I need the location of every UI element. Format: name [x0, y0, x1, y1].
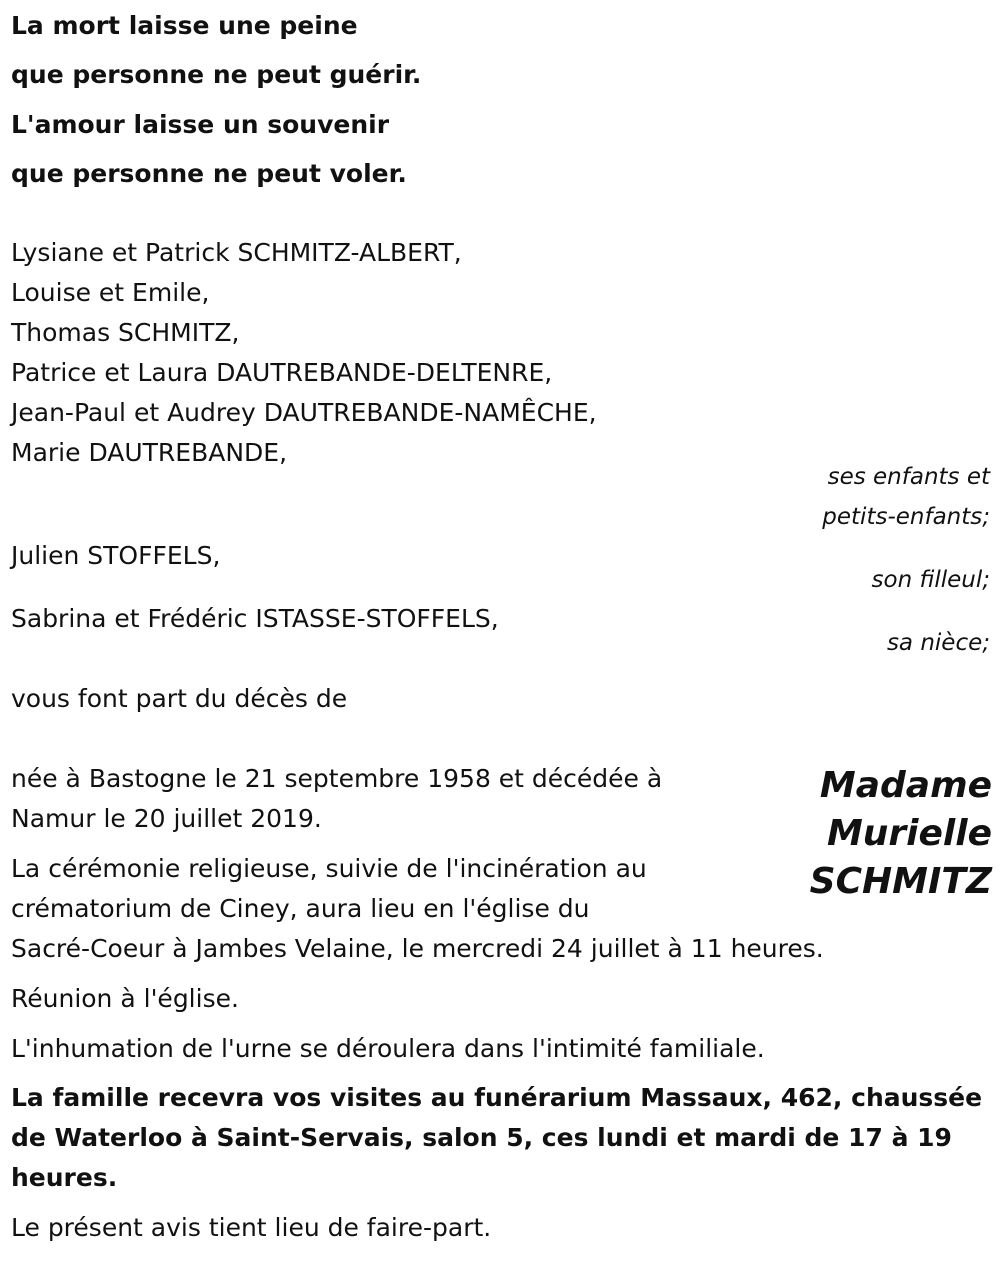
visits-line: La famille recevra vos visites au funérarium Massaux, 462, chaussée	[11, 1083, 983, 1112]
ceremony-line: La cérémonie religieuse, suivie de l'incinération au	[11, 854, 647, 883]
birth-line: née à Bastogne le 21 septembre 1958 et décédée à	[11, 764, 663, 793]
poem-line: que personne ne peut voler.	[11, 159, 407, 188]
family-line: Patrice et Laura DAUTREBANDE-DELTENRE,	[11, 358, 553, 387]
notice-line: Le présent avis tient lieu de faire-part.	[11, 1213, 492, 1242]
deceased-name	[772, 762, 992, 906]
announcement: vous font part du décès de	[11, 684, 348, 713]
family-line: Louise et Emile,	[11, 278, 210, 307]
family-line: Lysiane et Patrick SCHMITZ-ALBERT,	[11, 238, 462, 267]
ceremony-line: Sacré-Coeur à Jambes Velaine, le mercredi 24 juillet à 11 heures.	[11, 934, 824, 963]
deceased-firstname: Murielle	[826, 813, 992, 854]
deceased-title: Madame	[819, 765, 992, 806]
family-line: Jean-Paul et Audrey DAUTREBANDE-NAMÊCHE,	[11, 398, 597, 427]
deceased-lastname: SCHMITZ	[809, 861, 992, 902]
visits-line: de Waterloo à Saint-Servais, salon 5, ces lundi et mardi de 17 à 19	[11, 1123, 952, 1152]
role-godson: son filleul;	[871, 567, 990, 593]
family-line: Marie DAUTREBANDE,	[11, 438, 288, 467]
poem-line: que personne ne peut guérir.	[11, 60, 422, 89]
godson-name: Julien STOFFELS,	[11, 541, 221, 570]
birth-line: Namur le 20 juillet 2019.	[11, 804, 322, 833]
role-children: ses enfants et	[827, 464, 990, 490]
niece-name: Sabrina et Frédéric ISTASSE-STOFFELS,	[11, 604, 499, 633]
ceremony-line: crématorium de Ciney, aura lieu en l'église du	[11, 894, 590, 923]
poem-line: La mort laisse une peine	[11, 11, 358, 40]
burial-line: L'inhumation de l'urne se déroulera dans l'intimité familiale.	[11, 1034, 765, 1063]
reunion-line: Réunion à l'église.	[11, 984, 239, 1013]
role-niece: sa nièce;	[886, 630, 990, 656]
family-line: Thomas SCHMITZ,	[11, 318, 240, 347]
poem-line: L'amour laisse un souvenir	[11, 110, 390, 139]
role-children: petits-enfants;	[822, 504, 990, 530]
visits-line: heures.	[11, 1163, 118, 1192]
